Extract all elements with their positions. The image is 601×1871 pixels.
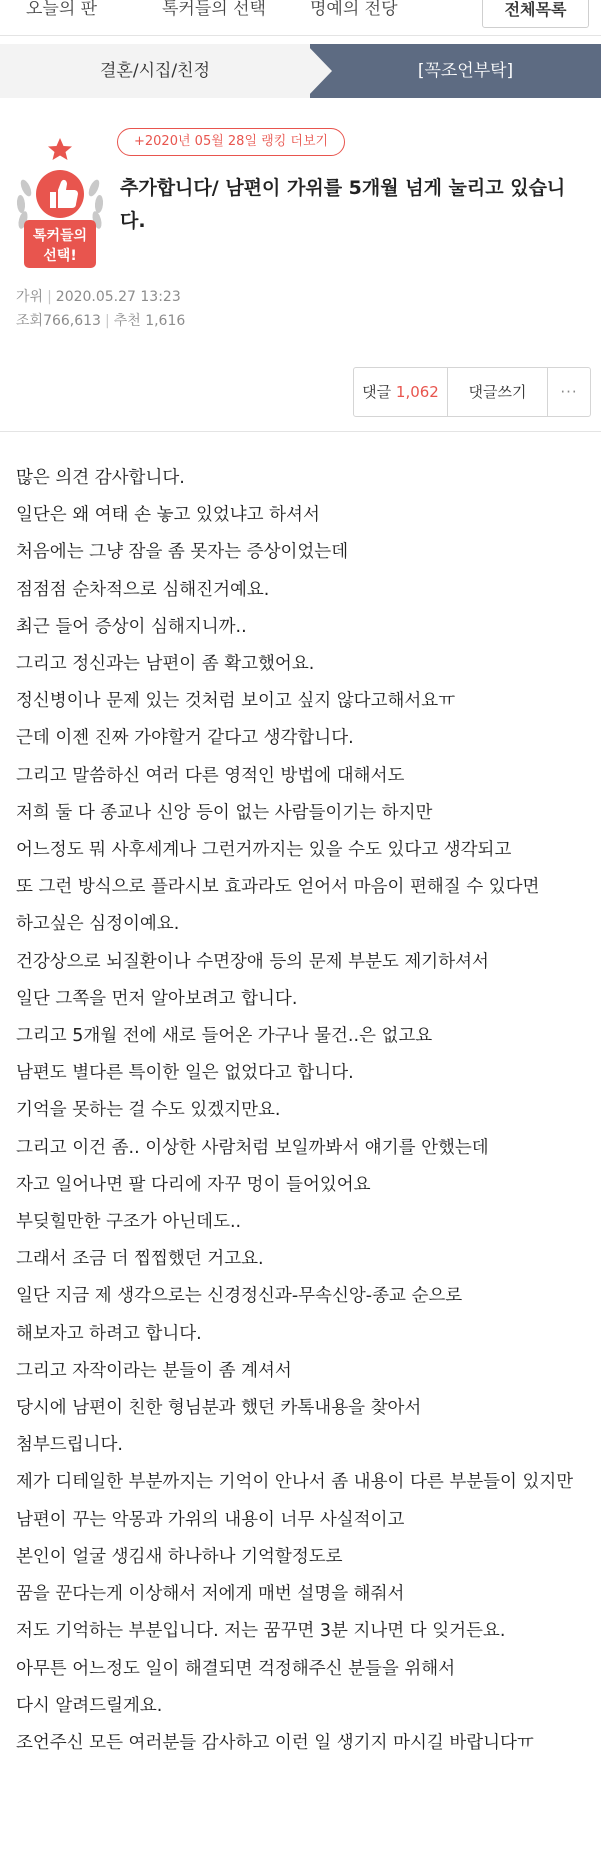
body-line: 자고 일어나면 팔 다리에 자꾸 멍이 들어있어요	[16, 1174, 371, 1195]
body-line: 많은 의견 감사합니다.	[16, 468, 185, 488]
body-line: 저도 기억하는 부분입니다. 저는 꿈꾸면 3분 지나면 다 잊거든요.	[16, 1621, 506, 1642]
nav-today[interactable]: 오늘의 판	[26, 0, 98, 19]
body-line: 남편이 꾸는 악몽과 가위의 내용이 너무 사실적이고	[16, 1509, 405, 1530]
post-date: 2020.05.27 13:23	[55, 289, 181, 305]
body-line: 점점점 순차적으로 심해진거예요.	[16, 579, 270, 600]
top-nav	[0, 0, 601, 36]
write-comment-button[interactable]: 댓글쓰기	[448, 368, 548, 416]
talkers-choice-badge-icon	[14, 138, 106, 272]
body-line: 기억을 못하는 걸 수도 있겠지만요.	[16, 1100, 281, 1121]
body-line: 조언주신 모든 여러분들 감사하고 이런 일 생기지 마시길 바랍니다ㅠ	[16, 1732, 534, 1753]
all-list-button[interactable]: 전체목록	[482, 0, 589, 28]
recommend-count: 1,616	[145, 313, 186, 329]
post-body	[16, 460, 596, 1762]
body-line: 근데 이젠 진짜 가야할거 같다고 생각합니다.	[16, 728, 354, 749]
category-bar	[0, 44, 601, 98]
post-actions	[353, 367, 591, 417]
body-line: 해보자고 하려고 합니다.	[16, 1323, 202, 1344]
body-line: 일단 지금 제 생각으로는 신경정신과-무속신앙-종교 순으로	[16, 1286, 463, 1307]
post-author[interactable]: 가위	[16, 289, 44, 305]
post-meta-stats: 조회766,613 | 추천 1,616	[16, 313, 186, 329]
body-line: 그리고 말씀하신 여러 다른 영적인 방법에 대해서도	[16, 765, 405, 786]
views-count: 766,613	[43, 313, 101, 329]
category-marriage[interactable]: 결혼/시집/친정	[100, 61, 210, 81]
badge-line-2: 선택!	[43, 248, 77, 264]
body-line: 일단 그쪽을 먼저 알아보려고 합니다.	[16, 988, 298, 1009]
views-label: 조회	[16, 313, 44, 329]
body-line: 남편도 별다른 특이한 일은 없었다고 합니다.	[16, 1063, 354, 1084]
body-line: 최근 들어 증상이 심해지니까..	[16, 616, 247, 637]
body-line: 다시 알려드릴게요.	[16, 1695, 163, 1716]
body-line: 당시에 남편이 친한 형님분과 했던 카톡내용을 찾아서	[16, 1398, 422, 1419]
nav-hall-of-fame[interactable]: 명예의 전당	[310, 0, 398, 19]
body-line: 아무튼 어느정도 일이 해결되면 걱정해주신 분들을 위해서	[16, 1658, 456, 1679]
comments-count: 1,062	[395, 383, 439, 401]
more-options-icon[interactable]: ···	[560, 383, 578, 401]
body-line: 그리고 자작이라는 분들이 좀 계셔서	[16, 1360, 292, 1381]
body-line: 하고싶은 심정이예요.	[16, 914, 180, 935]
comments-label: 댓글	[362, 383, 392, 401]
body-line: 정신병이나 문제 있는 것처럼 보이고 싶지 않다고해서요ㅠ	[16, 691, 456, 712]
ranking-more-link[interactable]: +2020년 05월 28일 랭킹 더보기	[117, 128, 345, 156]
comments-button[interactable]	[354, 368, 448, 416]
post-meta-author-date: 가위 | 2020.05.27 13:23	[16, 289, 181, 305]
body-line: 꿈을 꾼다는게 이상해서 저에게 매번 설명을 해줘서	[16, 1584, 405, 1605]
body-line: 건강상으로 뇌질환이나 수면장애 등의 문제 부분도 제기하셔서	[16, 951, 489, 972]
body-line: 그래서 조금 더 찝찝했던 거고요.	[16, 1249, 264, 1270]
nav-talkers-choice[interactable]: 톡커들의 선택	[162, 0, 266, 19]
body-line: 또 그런 방식으로 플라시보 효과라도 얻어서 마음이 편해질 수 있다면	[16, 877, 540, 898]
body-line: 어느정도 뭐 사후세계나 그런거까지는 있을 수도 있다고 생각되고	[16, 840, 512, 861]
body-line: 그리고 이건 좀.. 이상한 사람처럼 보일까봐서 얘기를 안했는데	[16, 1137, 489, 1158]
recommend-label: 추천	[113, 313, 141, 329]
body-line: 본인이 얼굴 생김새 하나하나 기억할정도로	[16, 1546, 343, 1567]
body-line: 부딪힐만한 구조가 아닌데도..	[16, 1212, 242, 1233]
body-line: 그리고 5개월 전에 새로 들어온 가구나 물건..은 없고요	[16, 1026, 433, 1047]
divider	[0, 431, 601, 432]
body-line: 처음에는 그냥 잠을 좀 못자는 증상이었는데	[16, 542, 349, 563]
body-line: 첨부드립니다.	[16, 1435, 123, 1456]
category-chevron	[306, 44, 332, 98]
body-line: 저희 둘 다 종교나 신앙 등이 없는 사람들이기는 하지만	[16, 802, 433, 823]
body-line: 제가 디테일한 부분까지는 기억이 안나서 좀 내용이 다른 부분들이 있지만	[16, 1472, 574, 1493]
body-line: 그리고 정신과는 남편이 좀 확고했어요.	[16, 654, 315, 675]
body-line: 일단은 왜 여태 손 놓고 있었냐고 하셔서	[16, 505, 320, 526]
category-advice[interactable]: [꼭조언부탁]	[310, 44, 601, 98]
post-title: 추가합니다/ 남편이 가위를 5개월 넘게 눌리고 있습니다.	[120, 177, 566, 232]
badge-line-1: 톡커들의	[32, 228, 88, 244]
